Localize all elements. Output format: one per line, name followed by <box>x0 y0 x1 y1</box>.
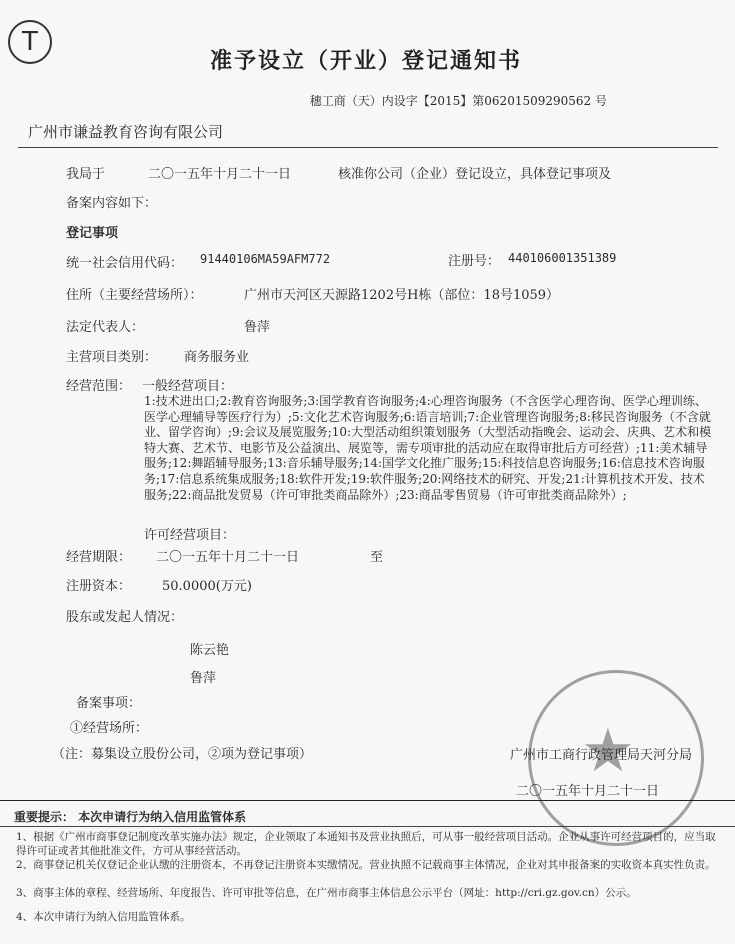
shareholders-label: 股东或发起人情况： <box>66 610 184 625</box>
category-value: 商务服务业 <box>184 350 250 365</box>
period-to: 至 <box>370 550 384 565</box>
shareholder-item: 陈云艳 <box>190 643 230 658</box>
filing-note: （注：募集设立股份公司，②项为登记事项） <box>52 747 313 762</box>
document-number: 穗工商（天）内设字【2015】第06201509290562 号 <box>309 94 607 108</box>
credit-code-label: 统一社会信用代码： <box>66 256 184 271</box>
credit-code-value: 91440106MA59AFM772 <box>200 252 331 266</box>
address-label: 住所（主要经营场所）： <box>66 288 203 303</box>
filing-item-1: ①经营场所： <box>70 721 149 736</box>
reg-number-label: 注册号： <box>448 254 501 269</box>
circle-t-mark: T <box>8 20 52 64</box>
business-scope-text: 1:技术进出口;2:教育咨询服务;3:国学教育咨询服务;4:心理咨询服务（不含医学心理咨询、医学心理训练、医学心理辅导等医疗行为）;5:文化艺术咨询服务;6:语言培训;7:企业管理咨询服务;8:移民咨询服务（不含就业、留学咨询）;9:会议及展览服务;10:大型活动组织策划服务（大型活动指晚会、运动会、庆典、艺术和模特大赛、艺术节、电影节及公益演出、展览等，需专项审批的活动应在取得审批后方可经营）;11:美术辅导服务;12:舞蹈辅导服务;13:音乐辅导服务;14:国学文化推广服务;15:科技信息咨询服务;16:信息技术咨询服务;17:信息系统集成服务;18:软件开发;19:软件服务;20:网络技术的研究、开发;21:计算机技术开发、技术服务;22:商品批发贸易（许可审批类商品除外）;23:商品零售贸易（许可审批类商品除外）; <box>144 394 712 502</box>
filing-label: 备案事项： <box>76 696 142 711</box>
document-title: 准予设立（开业）登记通知书 <box>210 48 523 74</box>
scope-label: 经营范围： <box>66 379 132 394</box>
capital-value: 50.0000(万元) <box>162 579 252 594</box>
notice-item: 4、本次申请行为纳入信用监管体系。 <box>16 911 191 923</box>
reg-number-value: 440106001351389 <box>508 251 617 265</box>
issue-date: 二〇一五年十月二十一日 <box>516 784 660 799</box>
intro-date: 二〇一五年十月二十一日 <box>148 167 292 182</box>
legal-rep-label: 法定代表人： <box>66 320 145 335</box>
period-label: 经营期限： <box>66 550 132 565</box>
capital-label: 注册资本： <box>66 579 132 594</box>
period-start: 二〇一五年十月二十一日 <box>156 550 300 565</box>
company-name: 广州市谦益教育咨询有限公司 <box>28 123 224 141</box>
category-label: 主营项目类别： <box>66 350 158 365</box>
address-value: 广州市天河区天源路1202号H栋（部位：18号1059） <box>244 288 560 303</box>
issuing-authority: 广州市工商行政管理局天河分局 <box>510 748 693 763</box>
shareholder-item: 鲁萍 <box>190 671 217 686</box>
scope-general-label: 一般经营项目： <box>142 379 234 394</box>
notice-item: 1、根据《广州市商事登记制度改革实施办法》规定，企业领取了本通知书及营业执照后，可从事一般经营项目活动。企业从事许可经营项目的，应当取得许可证或者其他批准文件，方可从事经营活动。 <box>16 831 716 857</box>
notice-item: 3、商事主体的章程、经营场所、年度报告、许可审批等信息，在广州市商事主体信息公示平台（网址：http://cri.gz.gov.cn）公示。 <box>16 887 637 899</box>
notice-divider <box>0 800 735 801</box>
intro-text-2: 备案内容如下： <box>66 196 158 211</box>
intro-text: 核准你公司（企业）登记设立，具体登记事项及 <box>338 167 612 182</box>
notice-title: 重要提示： 本次申请行为纳入信用监管体系 <box>14 810 247 824</box>
notice-divider <box>0 826 735 827</box>
company-underline <box>18 147 718 148</box>
legal-rep-value: 鲁萍 <box>244 320 271 335</box>
notice-item: 2、商事登记机关仅登记企业认缴的注册资本，不再登记注册资本实缴情况。营业执照不记载商事主体情况，企业对其申报备案的实收资本真实性负责。 <box>16 859 716 871</box>
registration-heading: 登记事项 <box>66 226 119 241</box>
permit-label: 许可经营项目： <box>144 528 236 543</box>
seal-star-icon: ★ <box>581 716 635 786</box>
intro-prefix: 我局于 <box>66 167 106 182</box>
